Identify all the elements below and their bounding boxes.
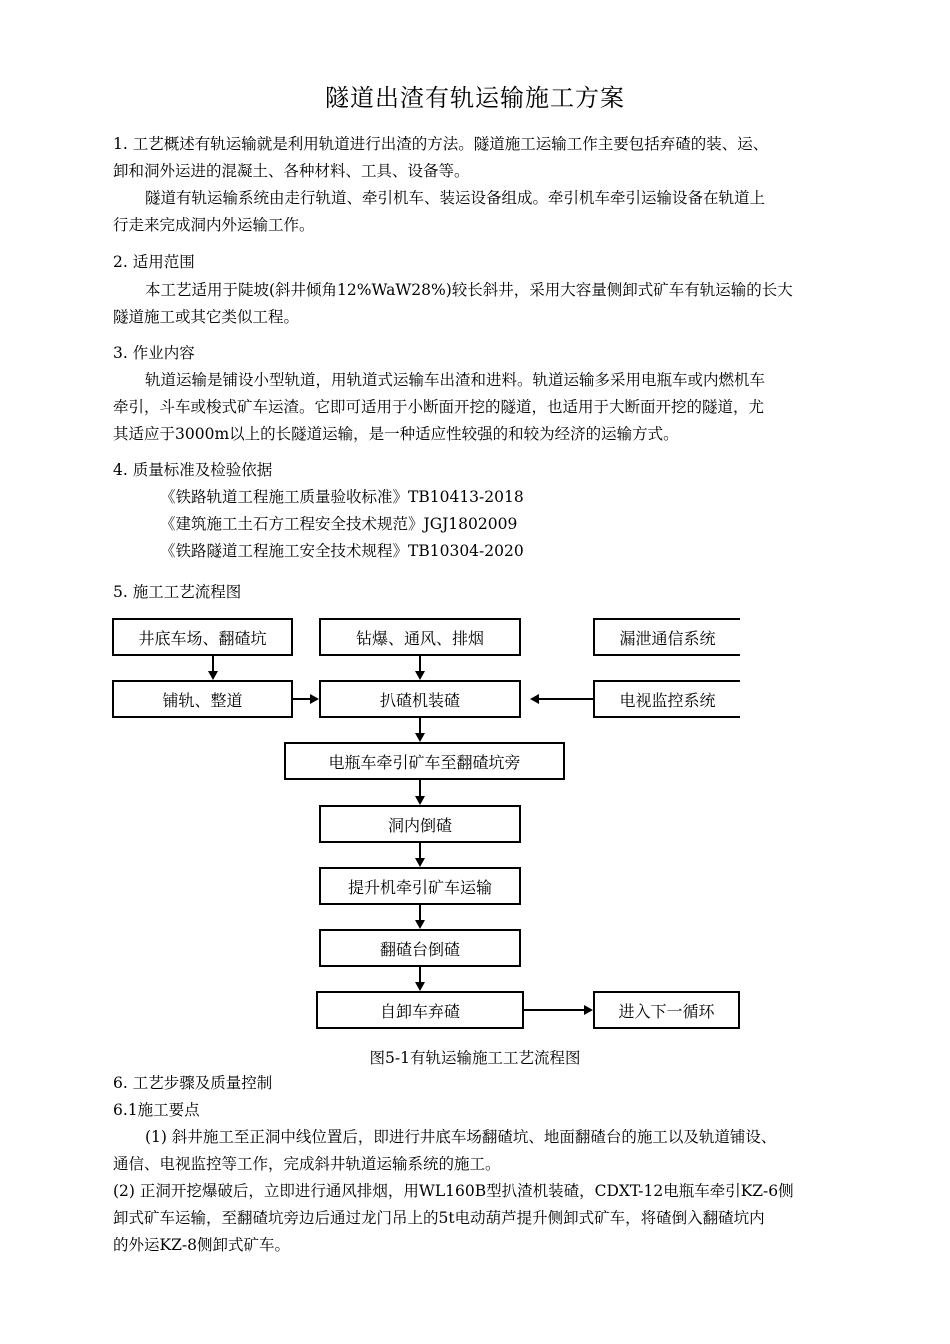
page-title: 隧道出渣有轨运输施工方案 [325, 84, 625, 112]
s6-p1-line-2: 通信、电视监控等工作，完成斜井轨道运输系统的施工。 [113, 1155, 501, 1173]
flow-connector [212, 656, 214, 671]
s3-line-1: 轨道运输是铺设小型轨道，用轨道式运输车出渣和进料。轨道运输多采用电瓶车或内燃机车 [145, 371, 766, 389]
s2-line-1: 本工艺适用于陡坡(斜井倾角12%WaW28%)较长斜井，采用大容量侧卸式矿车有轨运输的长大 [145, 281, 793, 299]
flow-box-blasting: 钻爆、通风、排烟 [319, 618, 521, 656]
arrow-down-icon [415, 858, 425, 867]
arrow-right-icon [584, 1005, 593, 1015]
flow-connector [539, 698, 593, 700]
arrow-down-icon [415, 920, 425, 929]
s6-heading: 6. 工艺步骤及质量控制 [113, 1074, 273, 1092]
flow-box-next-cycle: 进入下一循环 [593, 991, 740, 1029]
flow-box-dump-truck: 自卸车弃碴 [316, 991, 524, 1029]
flow-connector [293, 698, 310, 700]
flow-box-shaft-bottom: 井底车场、翻碴坑 [112, 618, 293, 656]
flow-box-cctv: 电视监控系统 [593, 680, 740, 718]
flow-connector [419, 656, 421, 671]
s6-subheading: 6.1施工要点 [113, 1101, 200, 1119]
figure-caption: 图5-1有轨运输施工工艺流程图 [369, 1049, 581, 1067]
s4-ref-1: 《铁路轨道工程施工质量验收标准》TB10413-2018 [160, 488, 524, 506]
s2-heading: 2. 适用范围 [113, 253, 195, 271]
s6-p2-line-1: (2) 正洞开挖爆破后，立即进行通风排烟，用WL160B型扒渣机装碴，CDXT-12电瓶车牵引KZ-6侧 [113, 1182, 794, 1200]
s6-p2-line-2: 卸式矿车运输，至翻碴坑旁边后通过龙门吊上的5t电动葫芦提升侧卸式矿车，将碴倒入翻碴坑内 [113, 1209, 765, 1227]
flow-box-tipping-platform: 翻碴台倒碴 [319, 929, 521, 967]
flow-connector [419, 718, 421, 733]
s3-line-2: 牵引，斗车或梭式矿车运渣。它即可适用于小断面开挖的隧道，也适用于大断面开挖的隧道，尤 [113, 398, 765, 416]
flow-connector [419, 967, 421, 982]
flow-connector [419, 905, 421, 920]
flow-connector [419, 843, 421, 858]
flow-box-leaky-comm: 漏泄通信系统 [593, 618, 740, 656]
flow-box-track-laying: 铺轨、整道 [112, 680, 293, 718]
s1-line-4: 行走来完成洞内外运输工作。 [113, 216, 315, 234]
arrow-down-icon [415, 733, 425, 742]
flow-box-battery-loco: 电瓶车牵引矿车至翻碴坑旁 [284, 742, 565, 780]
flow-box-hoist: 提升机牵引矿车运输 [319, 867, 521, 905]
arrow-down-icon [415, 671, 425, 680]
s4-ref-3: 《铁路隧道工程施工安全技术规程》TB10304-2020 [160, 542, 524, 560]
arrow-left-icon [530, 694, 539, 704]
flow-box-dump-inside: 洞内倒碴 [319, 805, 521, 843]
arrow-down-icon [415, 796, 425, 805]
flow-connector [524, 1009, 584, 1011]
s1-line-3: 隧道有轨运输系统由走行轨道、牵引机车、装运设备组成。牵引机车牵引运输设备在轨道上 [145, 189, 766, 207]
s4-ref-2: 《建筑施工土石方工程安全技术规范》JGJ1802009 [160, 515, 518, 533]
s2-line-2: 隧道施工或其它类似工程。 [113, 308, 300, 326]
s1-line-2: 卸和洞外运进的混凝土、各种材料、工具、设备等。 [113, 162, 470, 180]
arrow-right-icon [310, 694, 319, 704]
s3-line-3: 其适应于3000m以上的长隧道运输，是一种适应性较强的和较为经济的运输方式。 [113, 425, 679, 443]
s4-heading: 4. 质量标准及检验依据 [113, 461, 273, 479]
s6-p2-line-3: 的外运KZ-8侧卸式矿车。 [113, 1236, 290, 1254]
s3-heading: 3. 作业内容 [113, 344, 195, 362]
arrow-down-icon [208, 671, 218, 680]
s1-line-1: 1. 工艺概述有轨运输就是利用轨道进行出渣的方法。隧道施工运输工作主要包括弃碴的装、运、 [113, 135, 769, 153]
flow-box-loader: 扒碴机装碴 [319, 680, 521, 718]
arrow-down-icon [415, 982, 425, 991]
flow-connector [419, 780, 421, 796]
s5-heading: 5. 施工工艺流程图 [113, 583, 242, 601]
s6-p1-line-1: (1) 斜井施工至正洞中线位置后，即进行井底车场翻碴坑、地面翻碴台的施工以及轨道铺设、 [145, 1128, 777, 1146]
